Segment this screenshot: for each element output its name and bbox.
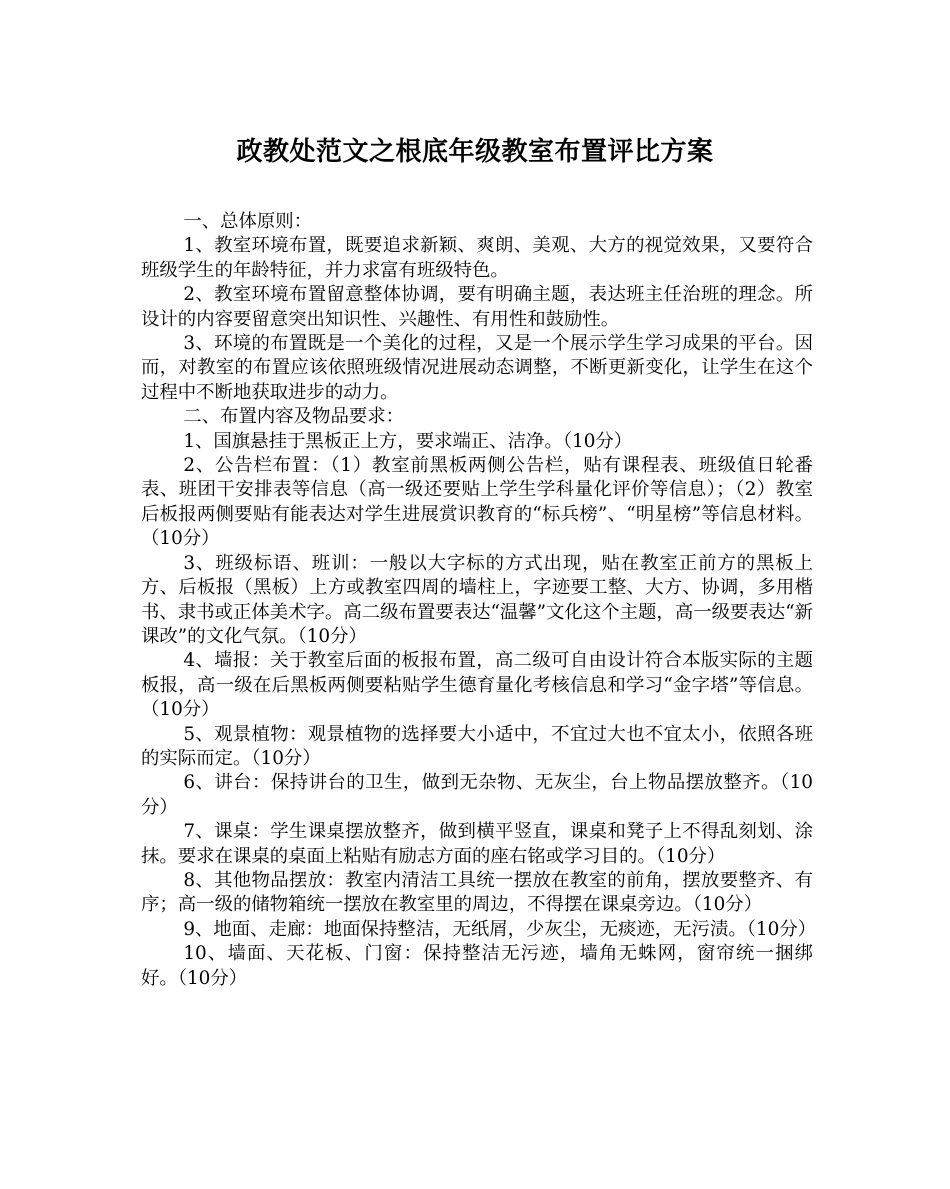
paragraph: 6、讲台：保持讲台的卫生，做到无杂物、无灰尘，台上物品摆放整齐。（10分） [141, 772, 813, 818]
paragraph: 8、其他物品摆放：教室内清洁工具统一摆放在教室的前角，摆放要整齐、有序；高一级的储物箱统一摆放在教室里的周边，不得摆在课桌旁边。（10分） [141, 869, 813, 916]
paragraph: 2、教室环境布置留意整体协调，要有明确主题，表达班主任治班的理念。所设计的内容要留意突出知识性、兴趣性、有用性和鼓励性。 [141, 284, 813, 330]
paragraph: 1、国旗悬挂于黑板正上方，要求端正、洁净。（10分） [183, 430, 633, 452]
document-body [141, 210, 817, 991]
section-heading-requirements: 二、布置内容及物品要求： [183, 406, 405, 428]
paragraph: 9、地面、走廊：地面保持整洁，无纸屑，少灰尘，无痰迹，无污渍。（10分） [183, 918, 817, 940]
paragraph: 10、墙面、天花板、门窗：保持整洁无污迹，墙角无蛛网，窗帘统一捆绑好。（10分） [141, 943, 813, 989]
paragraph: 1、教室环境布置，既要追求新颖、爽朗、美观、大方的视觉效果，又要符合班级学生的年龄特征，并力求富有班级特色。 [141, 235, 813, 281]
paragraph: 2、公告栏布置：（1）教室前黑板两侧公告栏，贴有课程表、班级值日轮番表、班团干安排表等信息（高一级还要贴上学生学科量化评价等信息）；（2）教室后板报两侧要贴有能表达对学生进展赏识教育的“标兵榜”、“明星榜”等信息材料。（10分） [141, 455, 813, 550]
document-title: 政教处范文之根底年级教室布置评比方案 [236, 137, 714, 167]
section-heading-principles: 一、总体原则： [183, 211, 313, 232]
paragraph: 4、墙报：关于教室后面的板报布置，高二级可自由设计符合本版实际的主题板报，高一级在后黑板两侧要粘贴学生德育量化考核信息和学习“金字塔”等信息。（10分） [141, 650, 813, 721]
paragraph: 3、环境的布置既是一个美化的过程，又是一个展示学生学习成果的平台。因而，对教室的布置应该依照班级情况进展动态调整，不断更新变化，让学生在这个过程中不断地获取进步的动力。 [141, 333, 813, 403]
paragraph: 5、观景植物：观景植物的选择要大小适中，不宜过大也不宜太小，依照各班的实际而定。（10分） [141, 723, 813, 769]
paragraph: 7、课桌：学生课桌摆放整齐，做到横平竖直，课桌和凳子上不得乱刻划、涂抹。要求在课桌的桌面上粘贴有励志方面的座右铭或学习目的。（10分） [141, 821, 813, 867]
paragraph: 3、班级标语、班训：一般以大字标的方式出现，贴在教室正前方的黑板上方、后板报（黑板）上方或教室四周的墙柱上，字迹要工整、大方、协调，多用楷书、隶书或正体美术字。高二级布置要表达“温馨”文化这个主题，高一级要表达“新课改”的文化气氛。（10分） [141, 552, 813, 647]
